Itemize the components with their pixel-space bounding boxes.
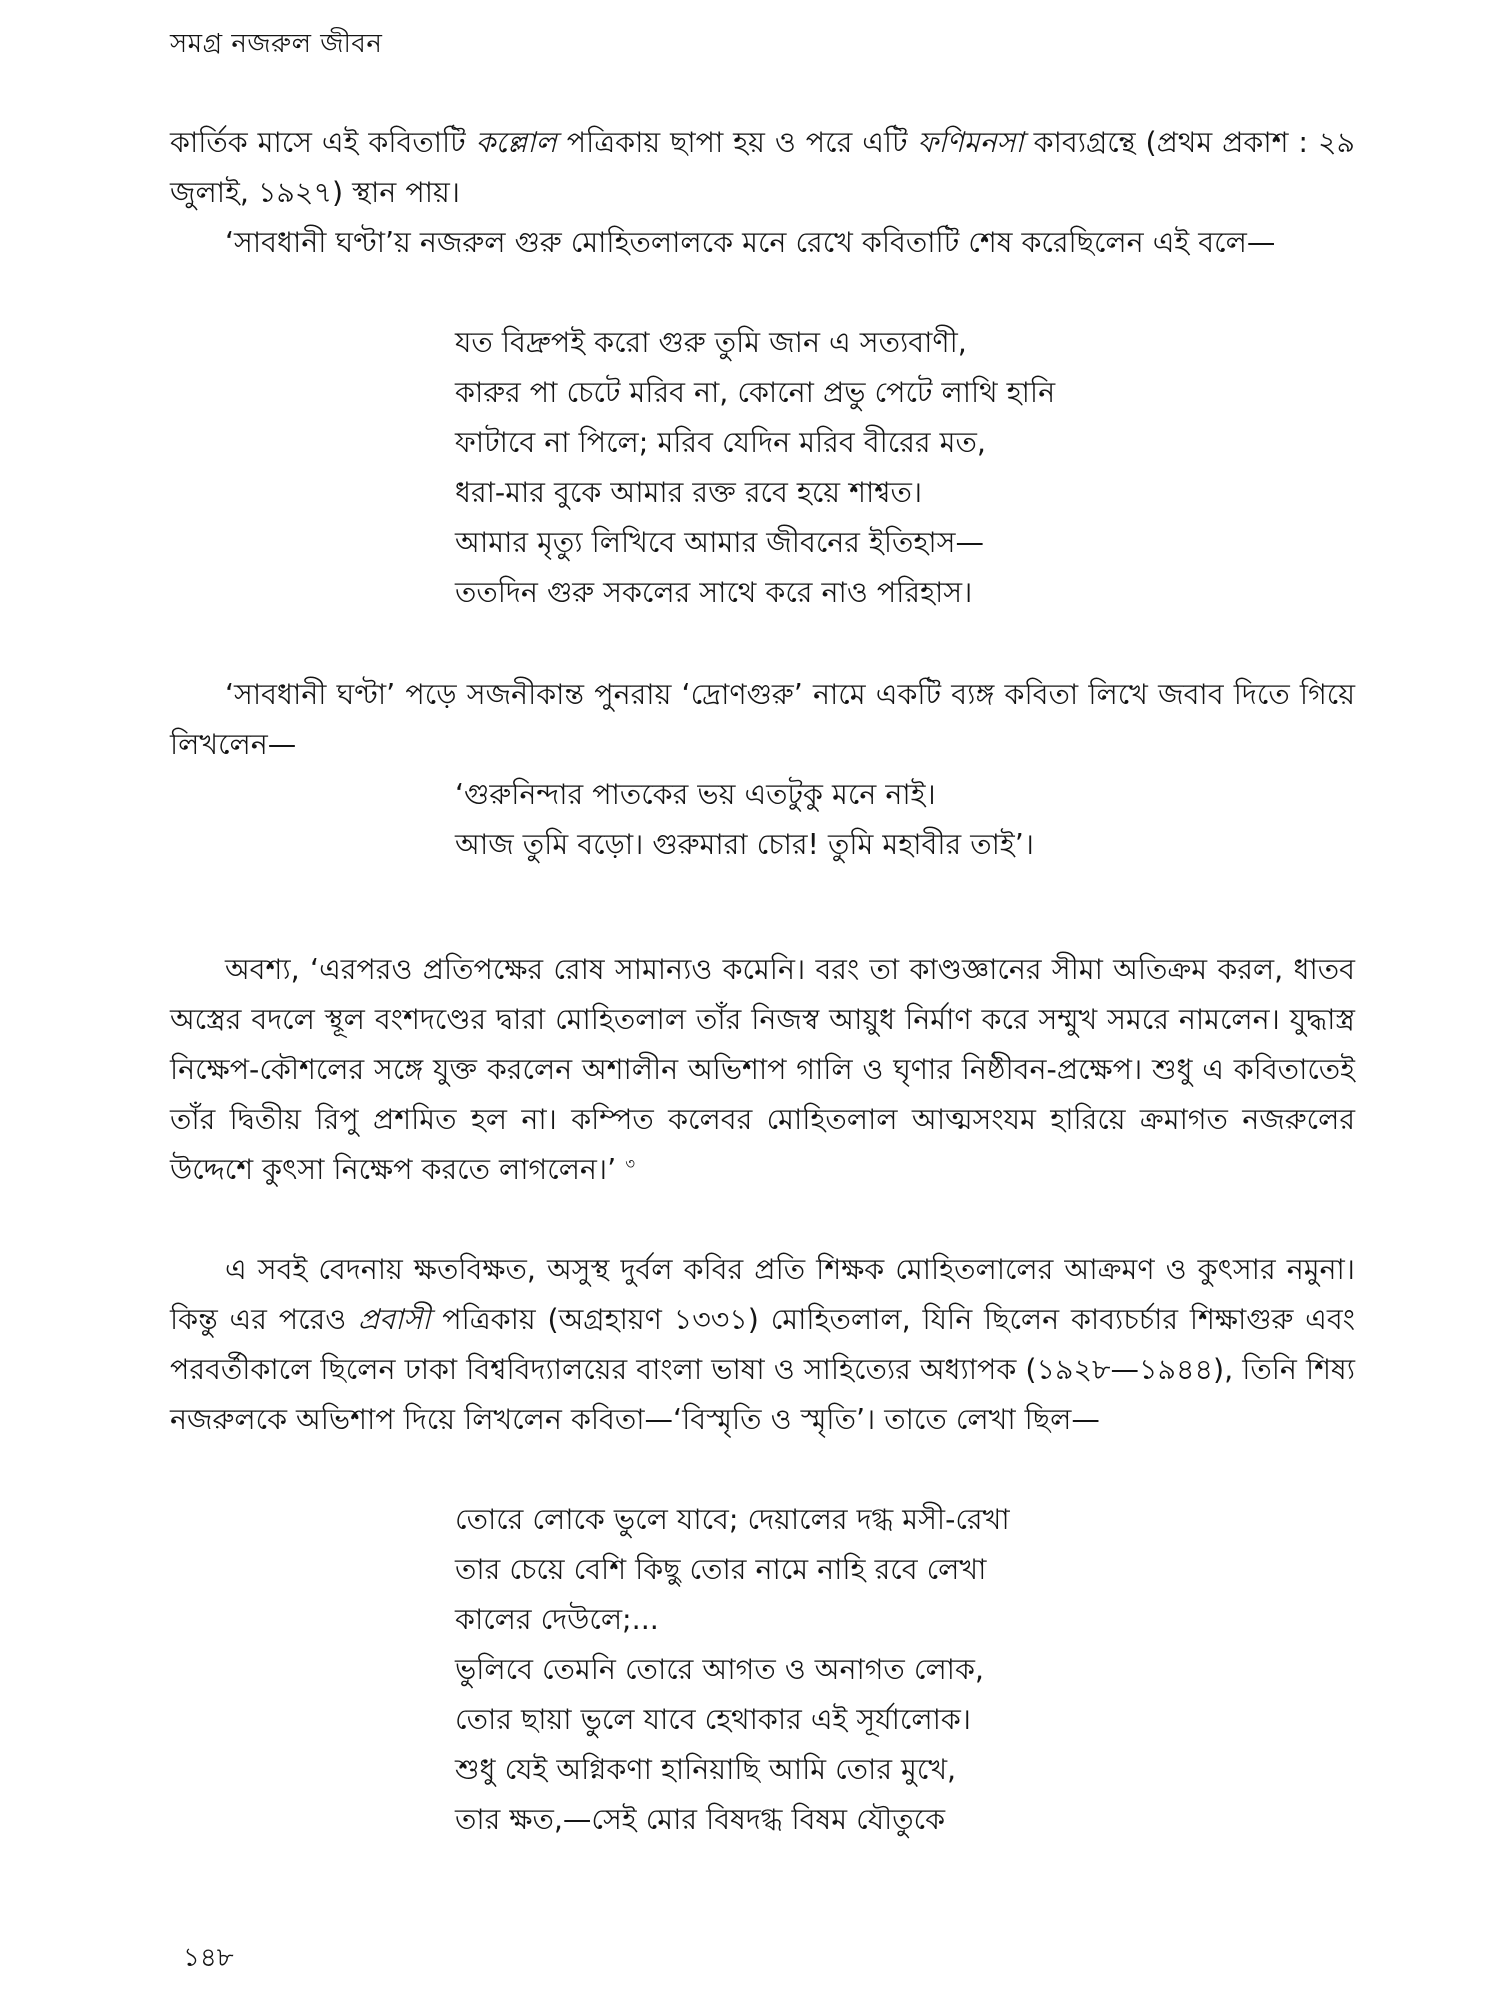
paragraph-5-text-b: পত্রিকায় (অগ্রহায়ণ ১৩৩১) মোহিতলাল, যিনি ছিলেন কাব্যচর্চার শিক্ষাগুরু এবং পরবর্তীকালে ছিলেন ঢাকা বিশ্ববিদ্যালয়ের বাংলা ভাষা ও সাহিত্যের অধ্যাপক (১৯২৮—১৯৪৪), তিনি শিষ্য নজরুলকে অভিশাপ দিয়ে লিখলেন কবিতা—‘বিস্মৃতি ও স্মৃতি’। তাতে লেখা ছিল— [170, 1303, 1355, 1436]
paragraph-2: ‘সাবধানী ঘণ্টা’য় নজরুল গুরু মোহিতলালকে মনে রেখে কবিতাটি শেষ করেছিলেন এই বলে— [225, 226, 1276, 259]
verse-line: তোর ছায়া ভুলে যাবে হেথাকার এই সূর্যালোক। [455, 1703, 971, 1736]
paragraph-4-text: অবশ্য, ‘এরপরও প্রতিপক্ষের রোষ সামান্যও কমেনি। বরং তা কাণ্ডজ্ঞানের সীমা অতিক্রম করল, ধাতব অস্ত্রের বদলে স্থূল বংশদণ্ডের দ্বারা মোহিতলাল তাঁর নিজস্ব আয়ুধ নির্মাণ করে সম্মুখ সমরে নামলেন। যুদ্ধাস্ত্র নিক্ষেপ-কৌশলের সঙ্গে যুক্ত করলেন অশালীন অভিশাপ গালি ও ঘৃণার নিষ্ঠীবন-প্রক্ষেপ। শুধু এ কবিতাতেই তাঁর দ্বিতীয় রিপু প্রশমিত হল না। কম্পিত কলেবর মোহিতলাল আত্মসংযম হারিয়ে ক্রমাগত নজরুলের উদ্দেশে কুৎসা নিক্ষেপ করতে লাগলেন।’ [170, 953, 1355, 1186]
paragraph-1-text-c: কাব্যগ্রন্থে (প্রথম প্রকাশ : ২৯ জুলাই, ১৯২৭) স্থান পায়। [170, 126, 1355, 209]
verse-block-2 [455, 770, 1034, 870]
journal-title-prabasi: প্রবাসী [358, 1303, 431, 1336]
paragraph-1-text-a: কার্তিক মাসে এই কবিতাটি [170, 126, 476, 159]
footnote-marker: ৩ [625, 1154, 636, 1173]
paragraph-5-text-a: এ সবই বেদনায় ক্ষতবিক্ষত, অসুস্থ দুর্বল কবির প্রতি শিক্ষক মোহিতলালের আক্রমণ ও কুৎসার নমুনা। কিন্তু এর পরেও [170, 1253, 1355, 1336]
paragraph-1 [170, 118, 1355, 218]
verse-line: ততদিন গুরু সকলের সাথে করে নাও পরিহাস। [455, 576, 973, 609]
verse-block-1 [455, 318, 1055, 618]
page-number: ১৪৮ [183, 1943, 234, 1973]
verse-line: আজ তুমি বড়ো। গুরুমারা চোর! তুমি মহাবীর তাই’। [455, 828, 1034, 861]
verse-block-3 [455, 1495, 1010, 1845]
verse-line: তোরে লোকে ভুলে যাবে; দেয়ালের দগ্ধ মসী-রেখা [455, 1503, 1010, 1536]
verse-line: আমার মৃত্যু লিখিবে আমার জীবনের ইতিহাস— [455, 526, 984, 559]
paragraph-5 [170, 1245, 1355, 1445]
verse-line: ধরা-মার বুকে আমার রক্ত রবে হয়ে শাশ্বত। [455, 476, 923, 509]
paragraph-4 [170, 945, 1355, 1195]
running-header: সমগ্র নজরুল জীবন [170, 29, 383, 59]
verse-line: কালের দেউলে;... [455, 1603, 659, 1636]
verse-line: ফাটাবে না পিলে; মরিব যেদিন মরিব বীরের মত, [455, 426, 986, 459]
verse-line: ‘গুরুনিন্দার পাতকের ভয় এতটুকু মনে নাই। [455, 778, 936, 811]
verse-line: শুধু যেই অগ্নিকণা হানিয়াছি আমি তোর মুখে, [455, 1753, 957, 1786]
book-title-fanimanasa: ফণিমনসা [917, 126, 1024, 159]
verse-line: যত বিদ্রুপই করো গুরু তুমি জান এ সত্যবাণী, [455, 326, 967, 359]
verse-line: কারুর পা চেটে মরিব না, কোনো প্রভু পেটে লাথি হানি [455, 376, 1056, 409]
verse-line: তার ক্ষত,—সেই মোর বিষদগ্ধ বিষম যৌতুকে [455, 1803, 946, 1836]
verse-line: তার চেয়ে বেশি কিছু তোর নামে নাহি রবে লেখা [455, 1553, 987, 1586]
paragraph-1-text-b: পত্রিকায় ছাপা হয় ও পরে এটি [556, 126, 918, 159]
journal-title-kallol: কল্লোল [475, 126, 557, 159]
paragraph-3: ‘সাবধানী ঘণ্টা’ পড়ে সজনীকান্ত পুনরায় ‘দ্রোণগুরু’ নামে একটি ব্যঙ্গ কবিতা লিখে জবাব দিতে গিয়ে লিখলেন— [170, 678, 1355, 761]
verse-line: ভুলিবে তেমনি তোরে আগত ও অনাগত লোক, [455, 1653, 984, 1686]
